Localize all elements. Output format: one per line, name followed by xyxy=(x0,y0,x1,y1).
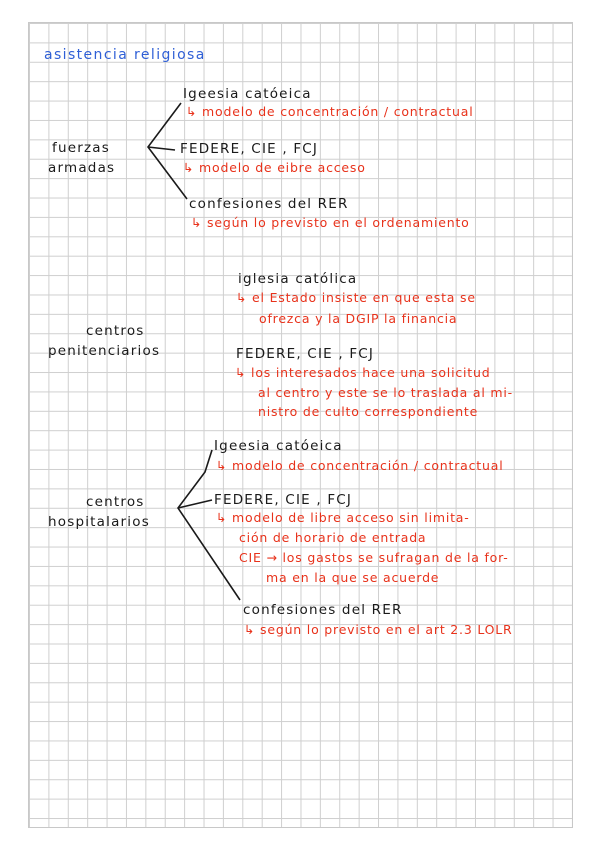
page-title: asistencia religiosa xyxy=(44,47,206,63)
section-label-fuerzas-line1: fuerzas xyxy=(52,140,110,156)
section-label-fuerzas-line2: armadas xyxy=(48,160,116,176)
item-heading: Igeesia catóeica xyxy=(214,438,343,454)
item-heading: Igeesia catóeica xyxy=(183,86,312,102)
item-note: ↳ el Estado insiste en que esta se xyxy=(236,290,476,305)
item-heading: confesiones del RER xyxy=(189,196,349,212)
item-note: ↳ modelo de eibre acceso xyxy=(183,160,366,175)
section-label-hospitalarios-line2: hospitalarios xyxy=(48,514,150,530)
item-note: ↳ según lo previsto en el art 2.3 LOLR xyxy=(244,622,513,637)
section-label-penitenciarios-line1: centros xyxy=(86,323,145,339)
item-heading: iglesia católica xyxy=(238,271,358,287)
item-note: CIE → los gastos se sufragan de la for- xyxy=(239,550,509,565)
item-note: al centro y este se lo traslada al mi- xyxy=(258,385,513,400)
item-heading: FEDERE, CIE , FCJ xyxy=(236,346,375,362)
section-label-hospitalarios-line1: centros xyxy=(86,494,145,510)
item-note: ma en la que se acuerde xyxy=(266,570,440,585)
item-note: ción de horario de entrada xyxy=(239,530,427,545)
item-note: ↳ modelo de concentración / contractual xyxy=(186,104,474,119)
item-note: ↳ modelo de libre acceso sin limita- xyxy=(216,510,470,525)
item-heading: FEDERE, CIE , FCJ xyxy=(214,492,353,508)
item-note: ↳ modelo de concentración / contractual xyxy=(216,458,504,473)
item-heading: confesiones del RER xyxy=(243,602,403,618)
item-note: nistro de culto correspondiente xyxy=(258,404,479,419)
section-label-penitenciarios-line2: penitenciarios xyxy=(48,343,161,359)
item-note: ↳ según lo previsto en el ordenamiento xyxy=(191,215,470,230)
item-note: ↳ los interesados hace una solicitud xyxy=(235,365,491,380)
item-note: ofrezca y la DGIP la financia xyxy=(259,311,458,326)
item-heading: FEDERE, CIE , FCJ xyxy=(180,141,319,157)
